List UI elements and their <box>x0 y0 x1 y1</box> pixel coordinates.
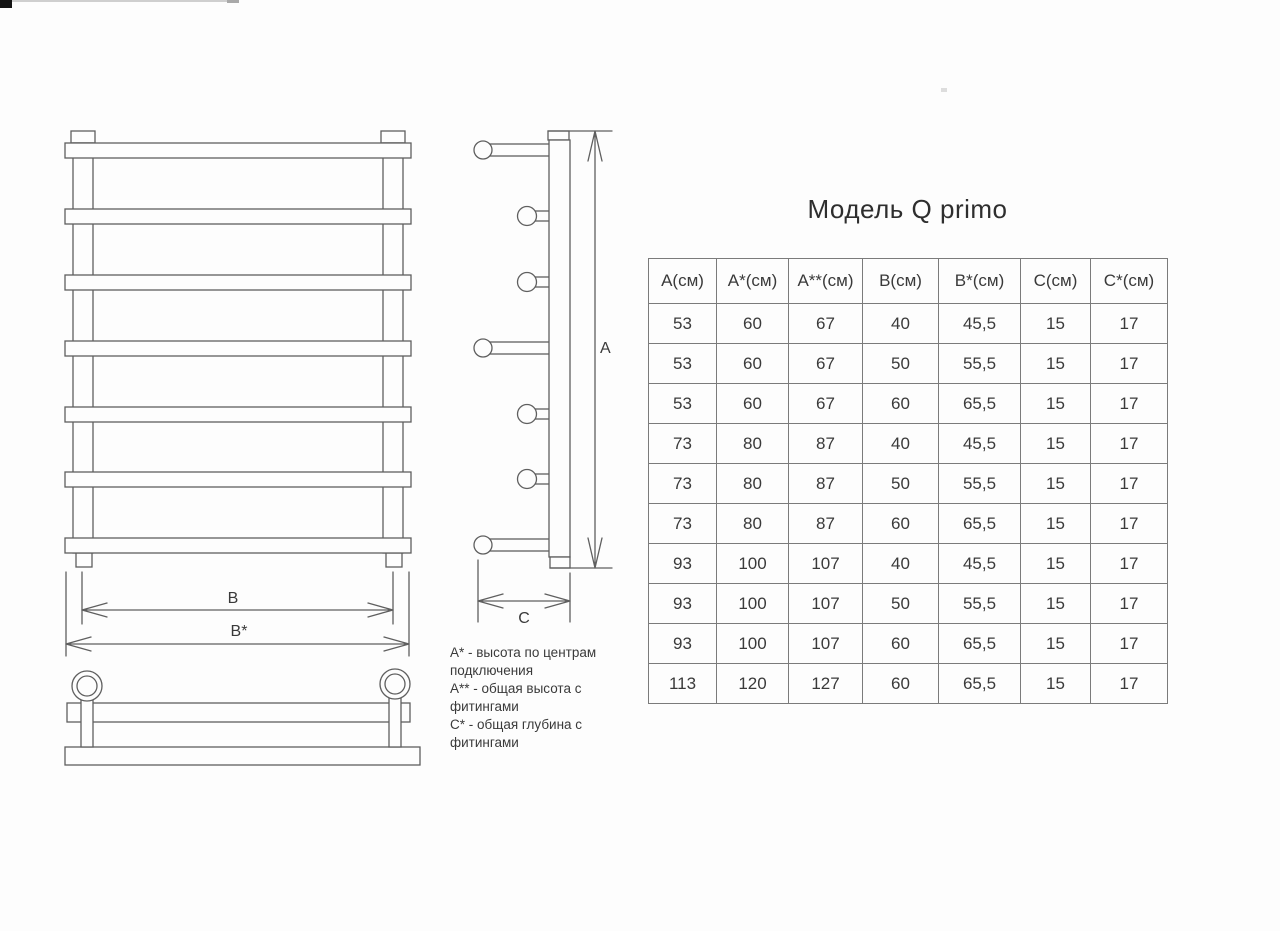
table-cell: 60 <box>863 624 939 664</box>
side-bar-ball <box>474 141 492 159</box>
table-cell: 45,5 <box>939 424 1021 464</box>
table-cell: 40 <box>863 304 939 344</box>
table-cell: 87 <box>789 464 863 504</box>
column-header: С*(см) <box>1091 259 1168 304</box>
table-cell: 67 <box>789 344 863 384</box>
table-row <box>649 624 1168 664</box>
top-view-left-post-bore <box>77 676 97 696</box>
header-row <box>649 259 1168 304</box>
spec-table <box>648 258 1168 704</box>
table-row <box>649 384 1168 424</box>
top-view-drawing <box>65 669 420 765</box>
table-cell: 15 <box>1021 544 1091 584</box>
table-cell: 87 <box>789 504 863 544</box>
side-bar-ball <box>518 405 537 424</box>
table-cell: 73 <box>649 504 717 544</box>
side-bar-ball <box>518 470 537 489</box>
rung <box>65 407 411 422</box>
table-cell: 73 <box>649 424 717 464</box>
table-cell: 17 <box>1091 424 1168 464</box>
side-bar-ball <box>518 207 537 226</box>
table-cell: 80 <box>717 424 789 464</box>
table-body <box>649 304 1168 704</box>
table-cell: 60 <box>863 504 939 544</box>
table-cell: 15 <box>1021 344 1091 384</box>
table-cell: 15 <box>1021 664 1091 704</box>
table-cell: 55,5 <box>939 344 1021 384</box>
table-cell: 107 <box>789 624 863 664</box>
side-bar-ball <box>474 536 492 554</box>
table-row <box>649 584 1168 624</box>
table-cell: 93 <box>649 544 717 584</box>
table-header <box>649 259 1168 304</box>
top-view-bar-near <box>67 703 410 722</box>
table-cell: 60 <box>717 304 789 344</box>
table-cell: 50 <box>863 464 939 504</box>
table-cell: 15 <box>1021 424 1091 464</box>
table-cell: 65,5 <box>939 504 1021 544</box>
table-cell: 17 <box>1091 624 1168 664</box>
table-cell: 40 <box>863 544 939 584</box>
table-cell: 113 <box>649 664 717 704</box>
top-view-bar-far <box>65 747 420 765</box>
table-cell: 87 <box>789 424 863 464</box>
rung <box>65 341 411 356</box>
table-row <box>649 664 1168 704</box>
table-cell: 50 <box>863 584 939 624</box>
side-post <box>549 140 570 557</box>
table-cell: 17 <box>1091 544 1168 584</box>
table-cell: 107 <box>789 544 863 584</box>
right-post-foot <box>386 553 402 567</box>
table-cell: 60 <box>863 384 939 424</box>
table-cell: 73 <box>649 464 717 504</box>
table-row <box>649 544 1168 584</box>
side-bar-ball <box>474 339 492 357</box>
rung <box>65 143 411 158</box>
table-cell: 80 <box>717 504 789 544</box>
left-post-foot <box>76 553 92 567</box>
table-cell: 53 <box>649 384 717 424</box>
note-a-star: А* - высота по центрам подключения <box>450 645 597 678</box>
table-cell: 17 <box>1091 664 1168 704</box>
table-cell: 65,5 <box>939 664 1021 704</box>
left-post-cap <box>71 131 95 143</box>
table-cell: 53 <box>649 344 717 384</box>
table-cell: 15 <box>1021 304 1091 344</box>
scan-artifact-dot <box>941 88 947 92</box>
table-row <box>649 304 1168 344</box>
table-cell: 15 <box>1021 624 1091 664</box>
note-c-star: С* - общая глубина с фитингами <box>450 717 583 750</box>
note-a-two-star: А** - общая высота с фитингами <box>450 681 582 714</box>
table-cell: 17 <box>1091 304 1168 344</box>
top-view-right-stem <box>389 698 401 747</box>
column-header: А**(см) <box>789 259 863 304</box>
table-cell: 17 <box>1091 464 1168 504</box>
table-cell: 17 <box>1091 584 1168 624</box>
side-bar-ball <box>518 273 537 292</box>
legend-notes <box>450 644 614 752</box>
table-cell: 15 <box>1021 504 1091 544</box>
table-cell: 80 <box>717 464 789 504</box>
rung <box>65 472 411 487</box>
side-post-top-cap <box>548 131 569 140</box>
table-row <box>649 424 1168 464</box>
column-header: В(см) <box>863 259 939 304</box>
dim-label-a: A <box>600 340 611 357</box>
table-cell: 53 <box>649 304 717 344</box>
model-title: Модель Q primo <box>807 194 1008 224</box>
column-header: В*(см) <box>939 259 1021 304</box>
dim-c-arrow <box>478 594 570 608</box>
table-cell: 60 <box>863 664 939 704</box>
table-cell: 100 <box>717 624 789 664</box>
table-cell: 60 <box>717 384 789 424</box>
table-cell: 100 <box>717 584 789 624</box>
table-row <box>649 504 1168 544</box>
rung <box>65 538 411 553</box>
table-cell: 50 <box>863 344 939 384</box>
column-header: А(см) <box>649 259 717 304</box>
table-cell: 65,5 <box>939 384 1021 424</box>
table-cell: 15 <box>1021 384 1091 424</box>
table-cell: 107 <box>789 584 863 624</box>
front-view-drawing <box>65 131 411 656</box>
table-cell: 45,5 <box>939 304 1021 344</box>
side-post-bottom-cap <box>550 557 570 568</box>
table-row <box>649 464 1168 504</box>
table-cell: 40 <box>863 424 939 464</box>
dim-label-c: C <box>518 610 530 627</box>
table-cell: 127 <box>789 664 863 704</box>
table-cell: 67 <box>789 304 863 344</box>
dim-label-b: B <box>227 590 239 607</box>
top-view-left-stem <box>81 700 93 747</box>
column-header: А*(см) <box>717 259 789 304</box>
top-view-right-post-bore <box>385 674 405 694</box>
table-cell: 55,5 <box>939 464 1021 504</box>
side-view-drawing <box>474 131 612 627</box>
column-header: С(см) <box>1021 259 1091 304</box>
table-row <box>649 344 1168 384</box>
rung <box>65 275 411 290</box>
table-cell: 67 <box>789 384 863 424</box>
dim-label-bstar: B* <box>230 623 248 640</box>
table-cell: 17 <box>1091 504 1168 544</box>
table-cell: 120 <box>717 664 789 704</box>
table-cell: 93 <box>649 624 717 664</box>
table-cell: 15 <box>1021 464 1091 504</box>
table-cell: 45,5 <box>939 544 1021 584</box>
table-cell: 65,5 <box>939 624 1021 664</box>
table-cell: 17 <box>1091 384 1168 424</box>
table-cell: 15 <box>1021 584 1091 624</box>
right-post-cap <box>381 131 405 143</box>
table-cell: 55,5 <box>939 584 1021 624</box>
table-cell: 100 <box>717 544 789 584</box>
rung <box>65 209 411 224</box>
table-cell: 17 <box>1091 344 1168 384</box>
table-cell: 93 <box>649 584 717 624</box>
table-cell: 60 <box>717 344 789 384</box>
